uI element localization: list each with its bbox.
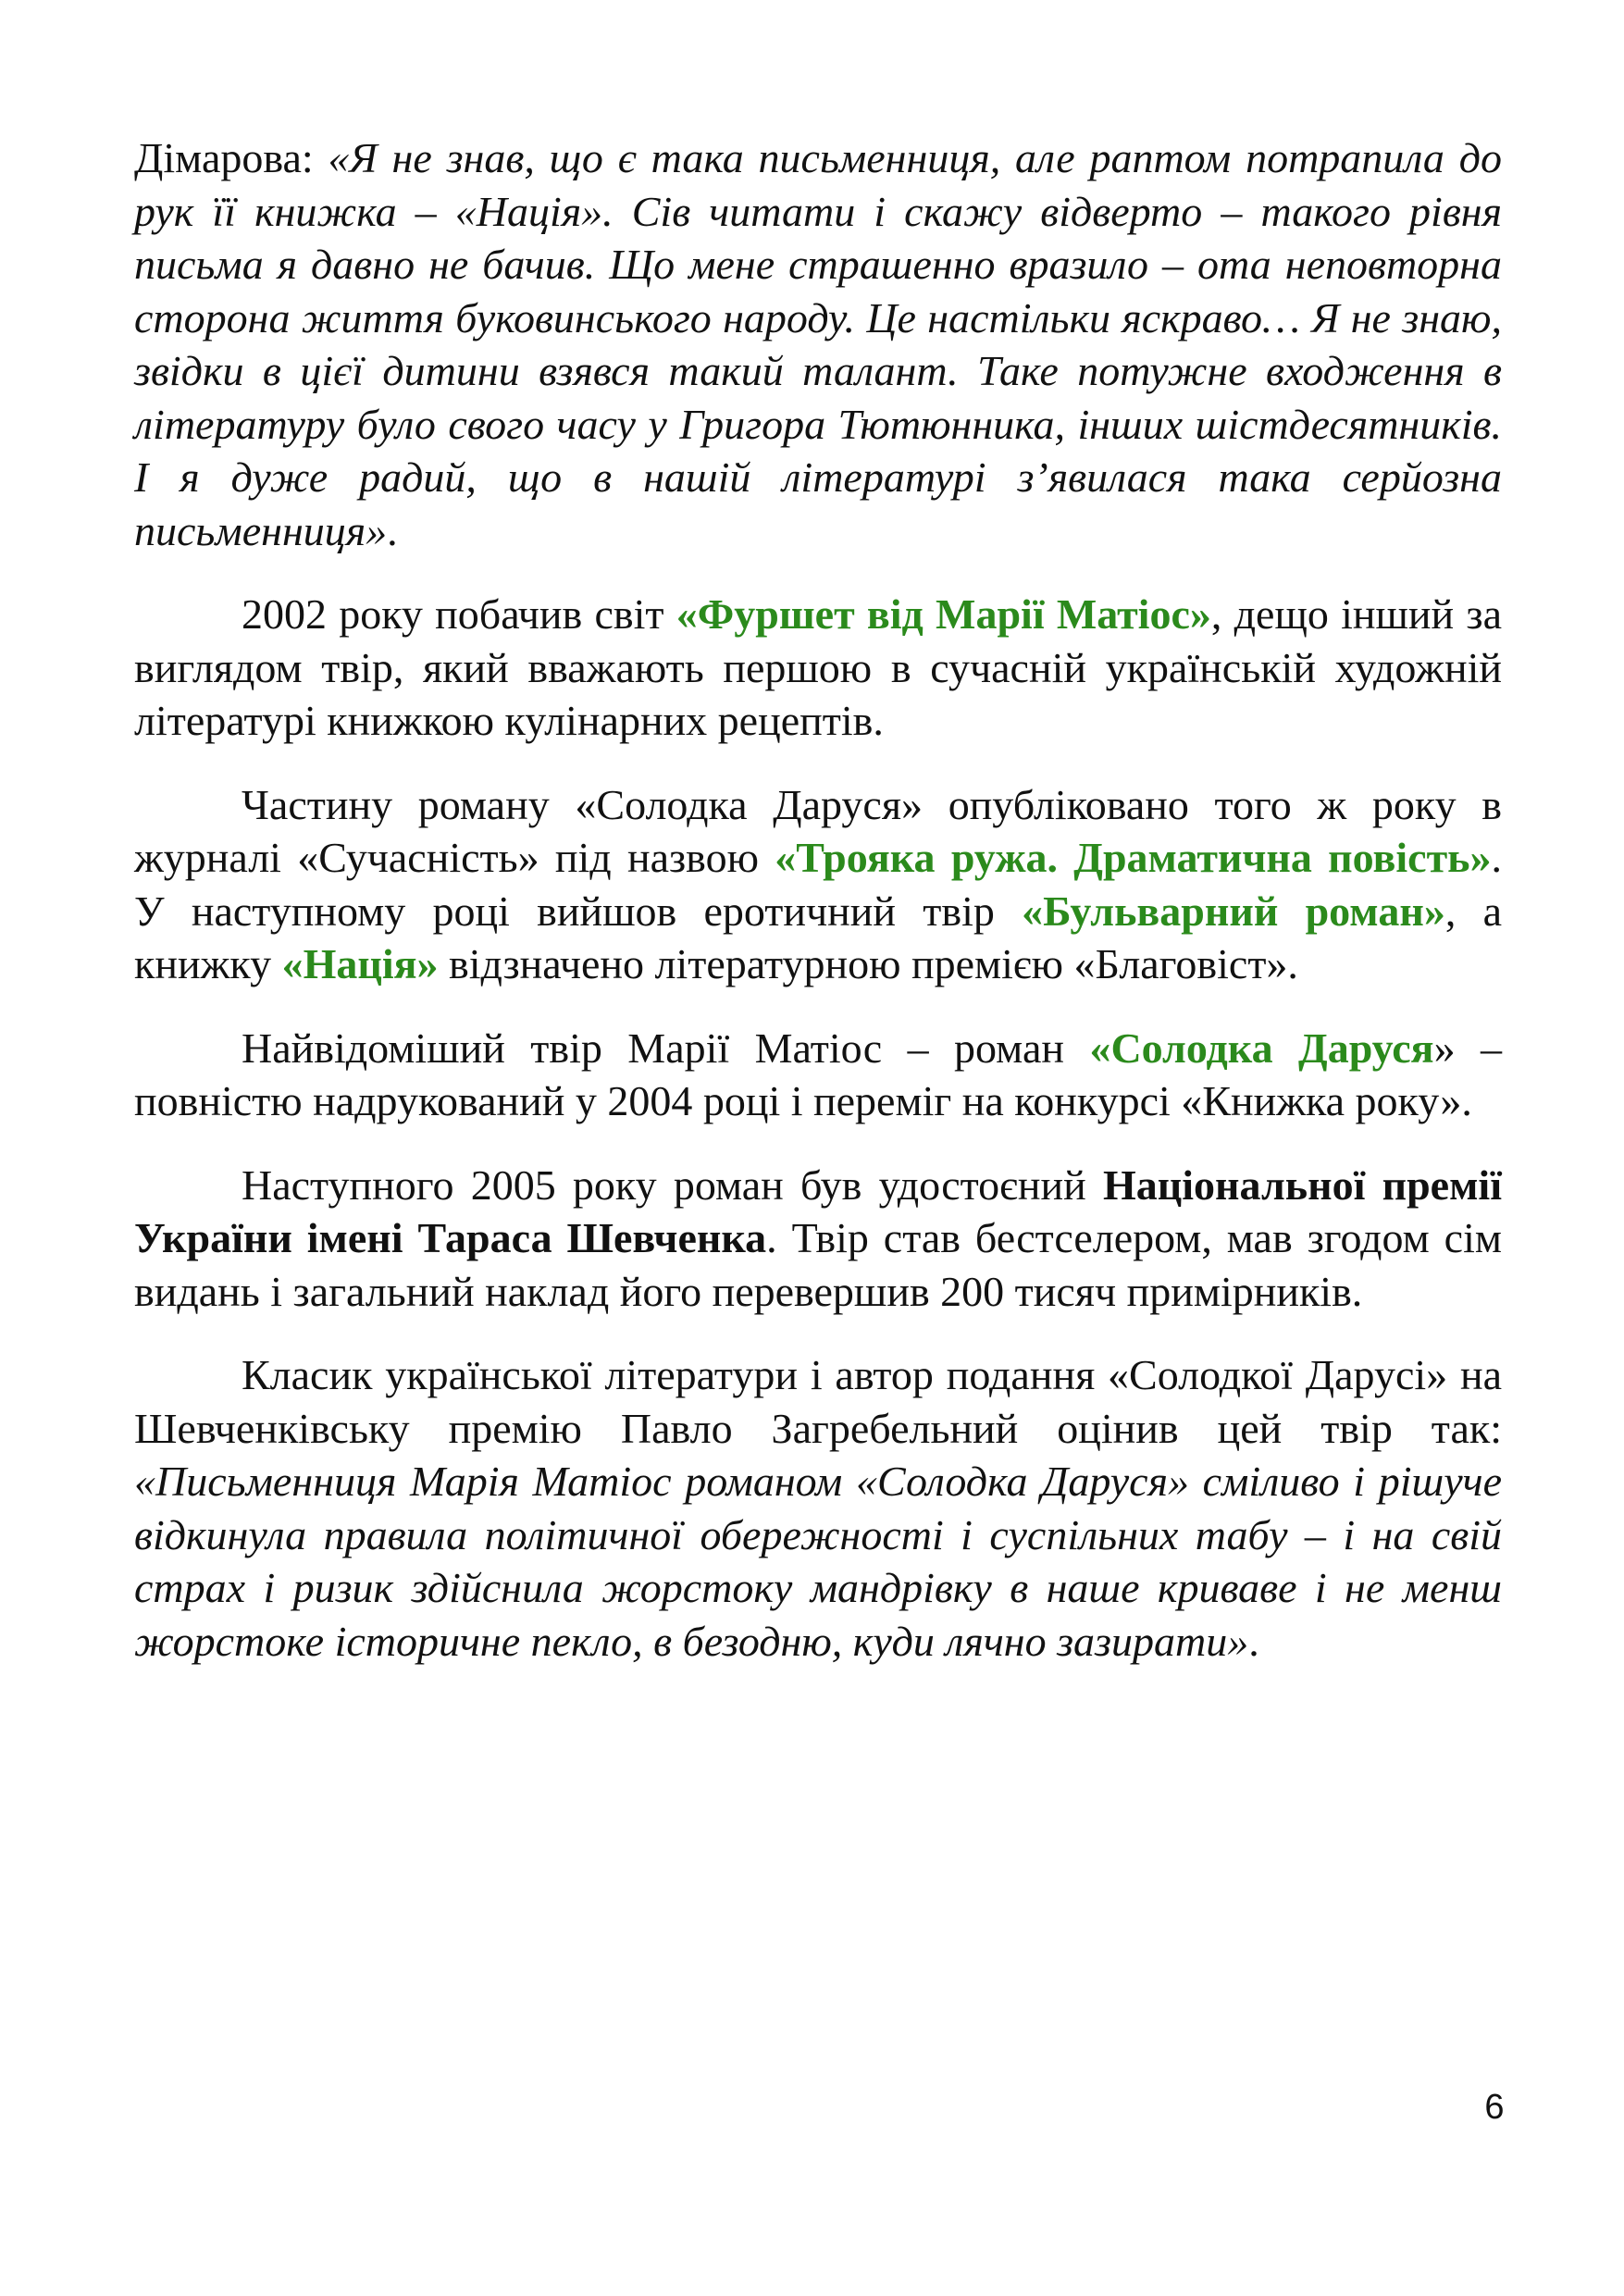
run-text: 2002 року побачив світ bbox=[242, 590, 676, 638]
quote-italic: «Письменниця Марія Матіос романом «Солодка Даруся» сміливо і рішуче відкинула правила політичної обережності і суспільних табу – і на свій страх і ризик здійснила жорстоку мандрівку в наше криваве і не менш жорстоке історичне пекло, в безодню, куди лячно зазирати» bbox=[134, 1458, 1502, 1665]
book-title-natsiia: «Нація» bbox=[281, 940, 439, 987]
run-text: . Твір став бестселером, мав згодом сім видань і загальний наклад його перевершив 200 тисяч примірників. bbox=[134, 1214, 1502, 1315]
run-text: » – повністю надрукований у 2004 році і переміг на конкурсі «Книжка року». bbox=[134, 1024, 1502, 1124]
run-text: Найвідоміший твір Марії Матіос – роман bbox=[242, 1024, 1090, 1072]
book-title-furshet: «Фуршет від Марії Матіос» bbox=[676, 590, 1211, 638]
run-text: Дімарова: bbox=[134, 134, 329, 181]
run-text: . У наступному році вийшов еротичний твір bbox=[134, 834, 1503, 935]
paragraph-zahrebelnyi-quote bbox=[134, 1348, 1502, 1668]
book-title-solodka-darusia: «Солодка Даруся bbox=[1089, 1024, 1434, 1072]
page-number: 6 bbox=[1484, 2088, 1505, 2127]
document-page bbox=[134, 131, 1502, 1668]
run-text: , а книжку bbox=[134, 887, 1503, 987]
run-text: . bbox=[1248, 1617, 1259, 1665]
book-title-bulvarnyi-roman: «Бульварний роман» bbox=[1022, 887, 1445, 935]
run-text: відзначено літературною премією «Благовіст». bbox=[438, 940, 1298, 987]
run-text: Наступного 2005 року роман був удостоєний bbox=[242, 1160, 1103, 1209]
quote-italic: «Я не знав, що є така письменниця, але раптом потрапила до рук її книжка – «Нація». Сів читати і скажу відверто – такого рівня письма я давно не бачив. Що мене страшенно вразило – ота неповторна сторона життя буковинського народу. Це настільки яскраво… Я не знаю, звідки в цієї дитини взявся такий талант. Таке потужне входження в літературу було свого часу у Григора Тютюнника, інших шістдесятників. І я дуже радий, що в нашій літературі з’явилася така серйозна письменниця» bbox=[134, 134, 1502, 554]
run-text: Класик української літератури і автор подання «Солодкої Дарусі» на Шевченківську премію Павло Загребельний оцінив цей твір так: bbox=[134, 1351, 1502, 1452]
book-title-troyaka-ruzha: «Трояка ружа. Драматична повість» bbox=[775, 834, 1492, 881]
paragraph-shevchenko-prize bbox=[134, 1159, 1502, 1319]
paragraph-dimarov-quote bbox=[134, 131, 1502, 557]
prize-name-bold: Національної премії України імені Тараса Шевченка bbox=[134, 1160, 1502, 1261]
run-text: , дещо інший за виглядом твір, який вважають першою в сучасній українській художній літературі книжкою кулінарних рецептів. bbox=[134, 590, 1502, 744]
paragraph-solodka-darusia bbox=[134, 1022, 1502, 1128]
run-text: . bbox=[387, 506, 398, 554]
paragraph-troyaka-ruzha bbox=[134, 778, 1502, 991]
paragraph-furshet bbox=[134, 588, 1502, 748]
run-text: Частину роману «Солодка Даруся» опубліковано того ж року в журналі «Сучасність» під назвою bbox=[134, 780, 1502, 881]
